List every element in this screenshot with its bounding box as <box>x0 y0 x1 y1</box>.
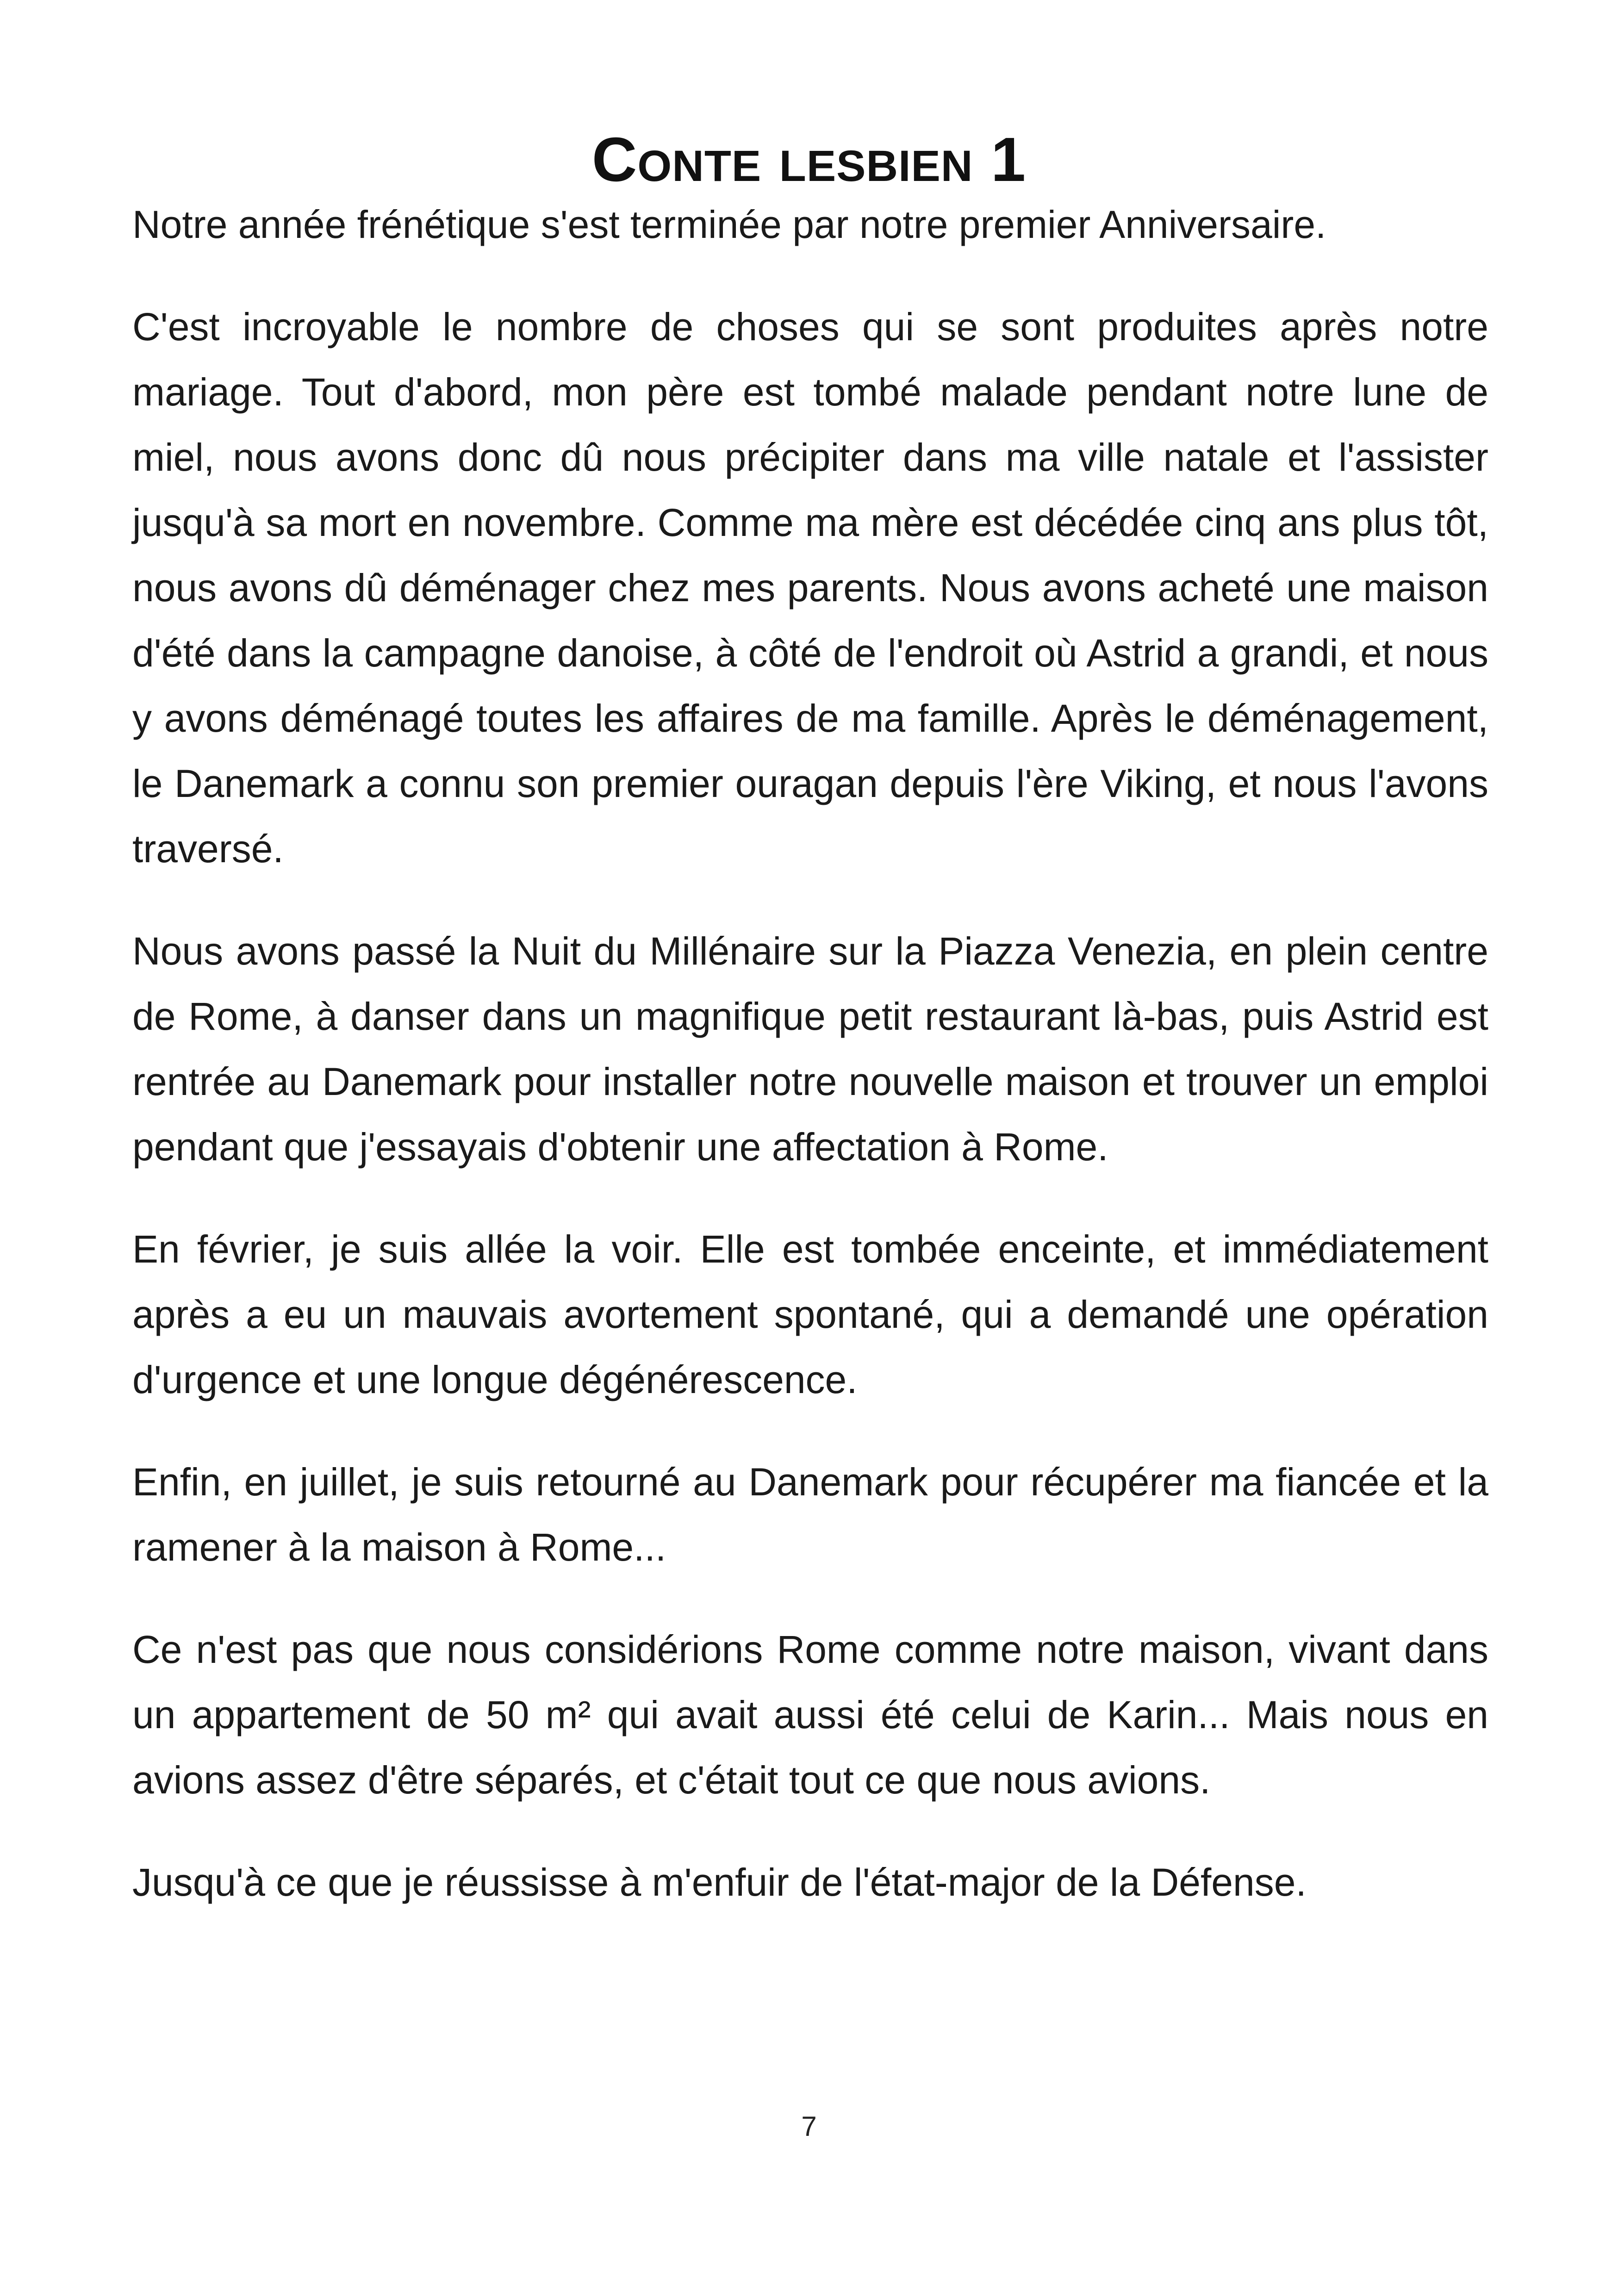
paragraph: En février, je suis allée la voir. Elle est tombée enceinte, et immédiatement après a eu un mauvais avortement spontané, qui a demandé une opération d'urgence et une longue dégénérescence. <box>132 1227 1488 1401</box>
paragraph: Jusqu'à ce que je réussisse à m'enfuir de l'état-major de la Défense. <box>132 1860 1307 1904</box>
paragraph: Ce n'est pas que nous considérions Rome comme notre maison, vivant dans un appartement de 50 m² qui avait aussi été celui de Karin... Mais nous en avions assez d'être séparés, et c'était tout ce que nous avions. <box>132 1628 1488 1802</box>
page-number: 7 <box>801 2111 817 2142</box>
paragraph: Notre année frénétique s'est terminée par notre premier Anniversaire. <box>132 203 1326 246</box>
paragraph: Enfin, en juillet, je suis retourné au Danemark pour récupérer ma fiancée et la ramener à la maison à Rome... <box>132 1460 1488 1569</box>
chapter-title: Conte lesbien 1 <box>591 124 1027 195</box>
chapter-body <box>132 192 1488 1952</box>
paragraph: Nous avons passé la Nuit du Millénaire sur la Piazza Venezia, en plein centre de Rome, à danser dans un magnifique petit restaurant là-bas, puis Astrid est rentrée au Danemark pour installer notre nouvelle maison et trouver un emploi pendant que j'essayais d'obtenir une affectation à Rome. <box>132 929 1488 1169</box>
paragraph: C'est incroyable le nombre de choses qui se sont produites après notre mariage. Tout d'abord, mon père est tombé malade pendant notre lune de miel, nous avons donc dû nous précipiter dans ma ville natale et l'assister jusqu'à sa mort en novembre. Comme ma mère est décédée cinq ans plus tôt, nous avons dû déménager chez mes parents. Nous avons acheté une maison d'été dans la campagne danoise, à côté de l'endroit où Astrid a grandi, et nous y avons déménagé toutes les affaires de ma famille. Après le déménagement, le Danemark a connu son premier ouragan depuis l'ère Viking, et nous l'avons traversé. <box>132 305 1488 871</box>
